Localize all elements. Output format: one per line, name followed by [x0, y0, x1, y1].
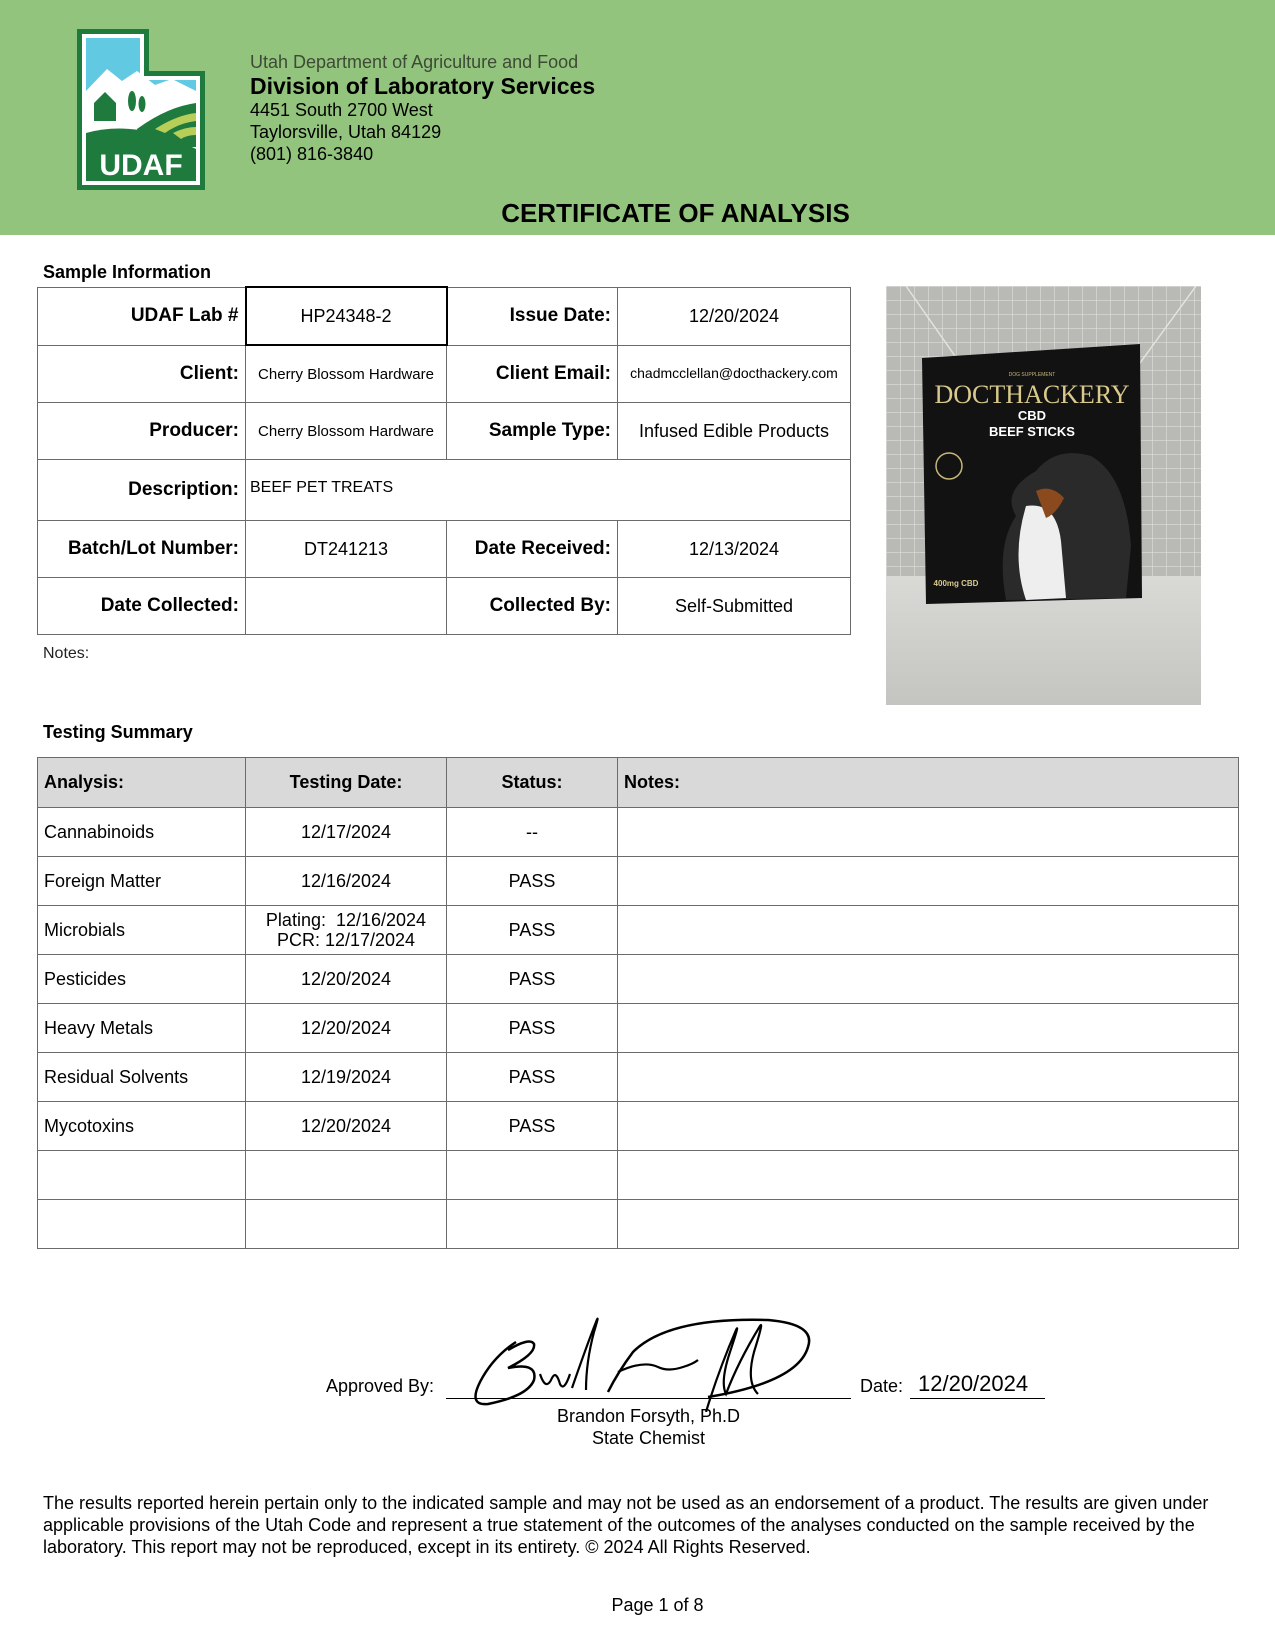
- product-bag-image-icon: [886, 286, 1201, 705]
- table-row: [38, 1004, 1239, 1053]
- svg-text:UDAF: UDAF: [99, 149, 183, 182]
- table-row: [38, 521, 851, 578]
- approval-date-label: Date:: [860, 1376, 904, 1396]
- analysis-cell: Residual Solvents: [38, 1053, 246, 1102]
- status-cell: PASS: [447, 1004, 618, 1053]
- department-name: Utah Department of Agriculture and Food: [250, 52, 579, 72]
- table-row: [38, 808, 1239, 857]
- plating-date: Plating: 12/16/2024: [265, 910, 427, 930]
- status-cell: PASS: [447, 955, 618, 1004]
- analysis-cell: [38, 1151, 246, 1200]
- status-cell: [447, 1200, 618, 1249]
- analysis-cell: Pesticides: [38, 955, 246, 1004]
- description-value: BEEF PET TREATS: [246, 460, 851, 521]
- collected-by-label: Collected By:: [447, 578, 618, 635]
- status-cell: PASS: [447, 906, 618, 955]
- notes-label: Notes:: [43, 645, 90, 662]
- table-row: [38, 403, 851, 460]
- description-label: Description:: [38, 460, 246, 521]
- approval-date-line: [910, 1398, 1045, 1399]
- client-value: Cherry Blossom Hardware: [246, 345, 447, 403]
- producer-label: Producer:: [38, 403, 246, 460]
- table-row: [38, 1053, 1239, 1102]
- batch-label: Batch/Lot Number:: [38, 521, 246, 578]
- approval-date-value: 12/20/2024: [918, 1371, 1029, 1396]
- analysis-cell: Microbials: [38, 906, 246, 955]
- notes-cell: [618, 1151, 1239, 1200]
- sample-information-heading: Sample Information: [43, 262, 212, 282]
- batch-value: DT241213: [246, 521, 447, 578]
- notes-cell: [618, 1102, 1239, 1151]
- producer-value: Cherry Blossom Hardware: [246, 403, 447, 460]
- analysis-cell: Mycotoxins: [38, 1102, 246, 1151]
- testing-date-cell: 12/20/2024: [246, 955, 447, 1004]
- signer-title: State Chemist: [591, 1428, 706, 1448]
- analysis-cell: Heavy Metals: [38, 1004, 246, 1053]
- date-received-value: 12/13/2024: [618, 521, 851, 578]
- notes-cell: [618, 906, 1239, 955]
- table-row: [38, 1200, 1239, 1249]
- column-header-status: Status:: [447, 758, 618, 808]
- table-row: [38, 1102, 1239, 1151]
- svg-text:CBD: CBD: [1017, 408, 1047, 423]
- date-received-label: Date Received:: [447, 521, 618, 578]
- table-row: [38, 1151, 1239, 1200]
- product-photo: [886, 286, 1201, 705]
- notes-cell: [618, 1004, 1239, 1053]
- notes-cell: [618, 1053, 1239, 1102]
- testing-date-cell: [246, 906, 447, 955]
- address-line1: 4451 South 2700 West: [250, 100, 433, 120]
- issue-date-label: Issue Date:: [447, 287, 618, 345]
- testing-date-cell: 12/17/2024: [246, 808, 447, 857]
- status-cell: PASS: [447, 1102, 618, 1151]
- svg-text:400mg CBD: 400mg CBD: [933, 579, 979, 588]
- lab-number-label: UDAF Lab #: [38, 287, 246, 345]
- lab-number-value: HP24348-2: [246, 287, 447, 345]
- disclaimer-text: The results reported herein pertain only to the indicated sample and may not be used as an endorsement of a product. The results are given under applicable provisions of the Utah Code and represent a true statement of the outcomes of the analyses conducted on the sample received by the laboratory. This report may not be reproduced, except in its entirety. © 2024 All Rights Reserved.: [43, 1493, 1209, 1557]
- testing-date-cell: [246, 1151, 447, 1200]
- client-email-value: [618, 345, 851, 403]
- analysis-cell: Cannabinoids: [38, 808, 246, 857]
- client-email-label: Client Email:: [447, 345, 618, 403]
- status-cell: PASS: [447, 1053, 618, 1102]
- table-row: [38, 578, 851, 635]
- analysis-cell: [38, 1200, 246, 1249]
- notes-cell: [618, 857, 1239, 906]
- signature-icon: [468, 1312, 828, 1412]
- table-row: [38, 345, 851, 403]
- notes-cell: [618, 955, 1239, 1004]
- signature: [468, 1312, 828, 1412]
- division-name: Division of Laboratory Services: [250, 73, 596, 99]
- sample-information-table: [37, 286, 851, 635]
- svg-text:DOG SUPPLEMENT: DOG SUPPLEMENT: [1008, 372, 1056, 378]
- sample-type-value: Infused Edible Products: [618, 403, 851, 460]
- approved-by-label: Approved By:: [326, 1376, 435, 1396]
- svg-text:DOCTHACKERY: DOCTHACKERY: [934, 380, 1130, 409]
- status-cell: --: [447, 808, 618, 857]
- testing-date-cell: [246, 1200, 447, 1249]
- document-title: CERTIFICATE OF ANALYSIS: [501, 198, 850, 228]
- column-header-analysis: Analysis:: [38, 758, 246, 808]
- sample-type-label: Sample Type:: [447, 403, 618, 460]
- address-line2: Taylorsville, Utah 84129: [250, 122, 442, 142]
- testing-date-cell: 12/20/2024: [246, 1004, 447, 1053]
- analysis-cell: Foreign Matter: [38, 857, 246, 906]
- pcr-date: PCR: 12/17/2024: [276, 930, 416, 950]
- column-header-notes: Notes:: [618, 758, 1239, 808]
- table-row: [38, 906, 1239, 955]
- status-cell: PASS: [447, 857, 618, 906]
- issue-date-value: 12/20/2024: [618, 287, 851, 345]
- column-header-testing-date: Testing Date:: [246, 758, 447, 808]
- table-row: [38, 460, 851, 521]
- utah-state-logo-icon: [77, 29, 205, 190]
- table-row: [38, 955, 1239, 1004]
- status-cell: [447, 1151, 618, 1200]
- signer-name: Brandon Forsyth, Ph.D: [556, 1406, 741, 1426]
- testing-summary-heading: Testing Summary: [43, 722, 193, 742]
- table-header-row: [38, 758, 1239, 808]
- testing-summary-table: [37, 757, 1239, 1249]
- table-row: [38, 287, 851, 345]
- notes-cell: [618, 808, 1239, 857]
- date-collected-label: Date Collected:: [38, 578, 246, 635]
- svg-text:BEEF STICKS: BEEF STICKS: [989, 424, 1075, 439]
- collected-by-value: Self-Submitted: [618, 578, 851, 635]
- table-row: [38, 857, 1239, 906]
- testing-date-cell: 12/19/2024: [246, 1053, 447, 1102]
- testing-date-cell: 12/20/2024: [246, 1102, 447, 1151]
- page-number: Page 1 of 8: [611, 1595, 704, 1615]
- phone-number: (801) 816-3840: [250, 144, 374, 164]
- notes-cell: [618, 1200, 1239, 1249]
- client-label: Client:: [38, 345, 246, 403]
- client-email-text: chadmcclellan@docthackery.com: [630, 365, 838, 382]
- date-collected-value: [246, 578, 447, 635]
- udaf-logo: [77, 29, 205, 190]
- testing-date-cell: 12/16/2024: [246, 857, 447, 906]
